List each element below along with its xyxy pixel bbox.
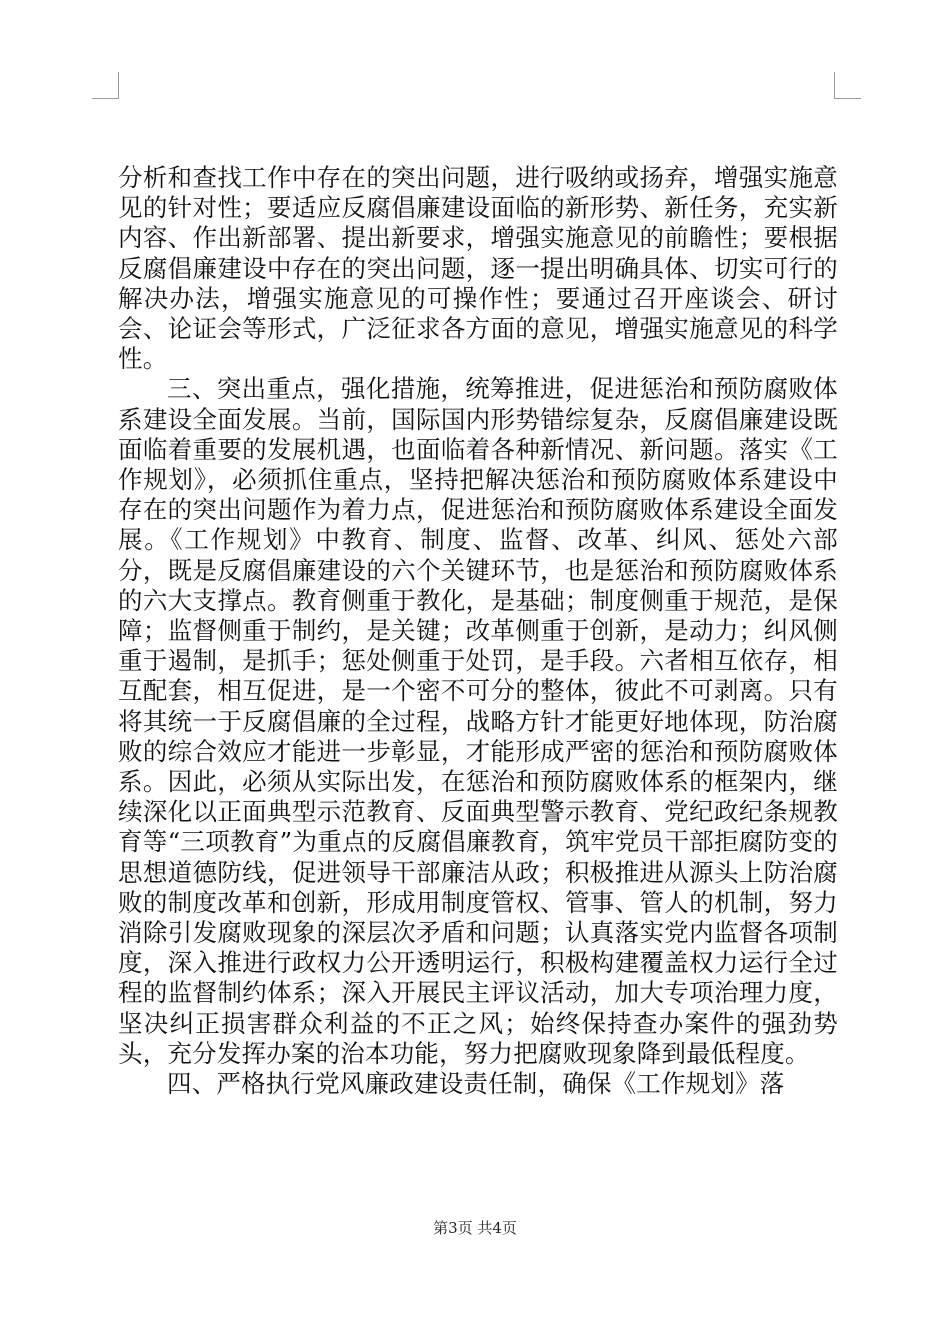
page-number: 第3页 共4页 [433,1219,517,1237]
crop-mark-top-right [834,72,861,99]
paragraph-section-three: 三、突出重点，强化措施，统筹推进，促进惩治和预防腐败体系建设全面发展。当前，国际国内形势错综复杂，反腐倡廉建设既面临着重要的发展机遇，也面临着各种新情况、新问题。落实《工作规划》，必须抓住重点，坚持把解决惩治和预防腐败体系建设中存在的突出问题作为着力点，促进惩治和预防腐败体系建设全面发展。《工作规划》中教育、制度、监督、改革、纠风、惩处六部分，既是反腐倡廉建设的六个关键环节，也是惩治和预防腐败体系的六大支撑点。教育侧重于教化，是基础；制度侧重于规范，是保障；监督侧重于制约，是关键；改革侧重于创新，是动力；纠风侧重于遏制，是抓手；惩处侧重于处罚，是手段。六者相互依存，相互配套，相互促进，是一个密不可分的整体，彼此不可剥离。只有将其统一于反腐倡廉的全过程，战略方针才能更好地体现，防治腐败的综合效应才能进一步彰显，才能形成严密的惩治和预防腐败体系。因此，必须从实际出发，在惩治和预防腐败体系的框架内，继续深化以正面典型示范教育、反面典型警示教育、党纪政纪条规教育等“三项教育”为重点的反腐倡廉教育，筑牢党员干部拒腐防变的思想道德防线，促进领导干部廉洁从政；积极推进从源头上防治腐败的制度改革和创新，形成用制度管权、管事、管人的机制，努力消除引发腐败现象的深层次矛盾和问题；认真落实党内监督各项制度，深入推进行政权力公开透明运行，积极构建覆盖权力运行全过程的监督制约体系；深入开展民主评议活动，加大专项治理力度，坚决纠正损害群众利益的不正之风；始终保持查办案件的强劲势头，充分发挥办案的治本功能，努力把腐败现象降到最低程度。 [118,374,838,1068]
document-body [118,163,838,1099]
crop-mark-top-left [92,72,119,99]
page-footer [0,1217,950,1238]
paragraph-continuation: 分析和查找工作中存在的突出问题，进行吸纳或扬弃，增强实施意见的针对性；要适应反腐倡廉建设面临的新形势、新任务，充实新内容、作出新部署、提出新要求，增强实施意见的前瞻性；要根据反腐倡廉建设中存在的突出问题，逐一提出明确具体、切实可行的解决办法，增强实施意见的可操作性；要通过召开座谈会、研讨会、论证会等形式，广泛征求各方面的意见，增强实施意见的科学性。 [118,163,838,374]
paragraph-section-four: 四、严格执行党风廉政建设责任制，确保《工作规划》落 [167,1069,785,1099]
